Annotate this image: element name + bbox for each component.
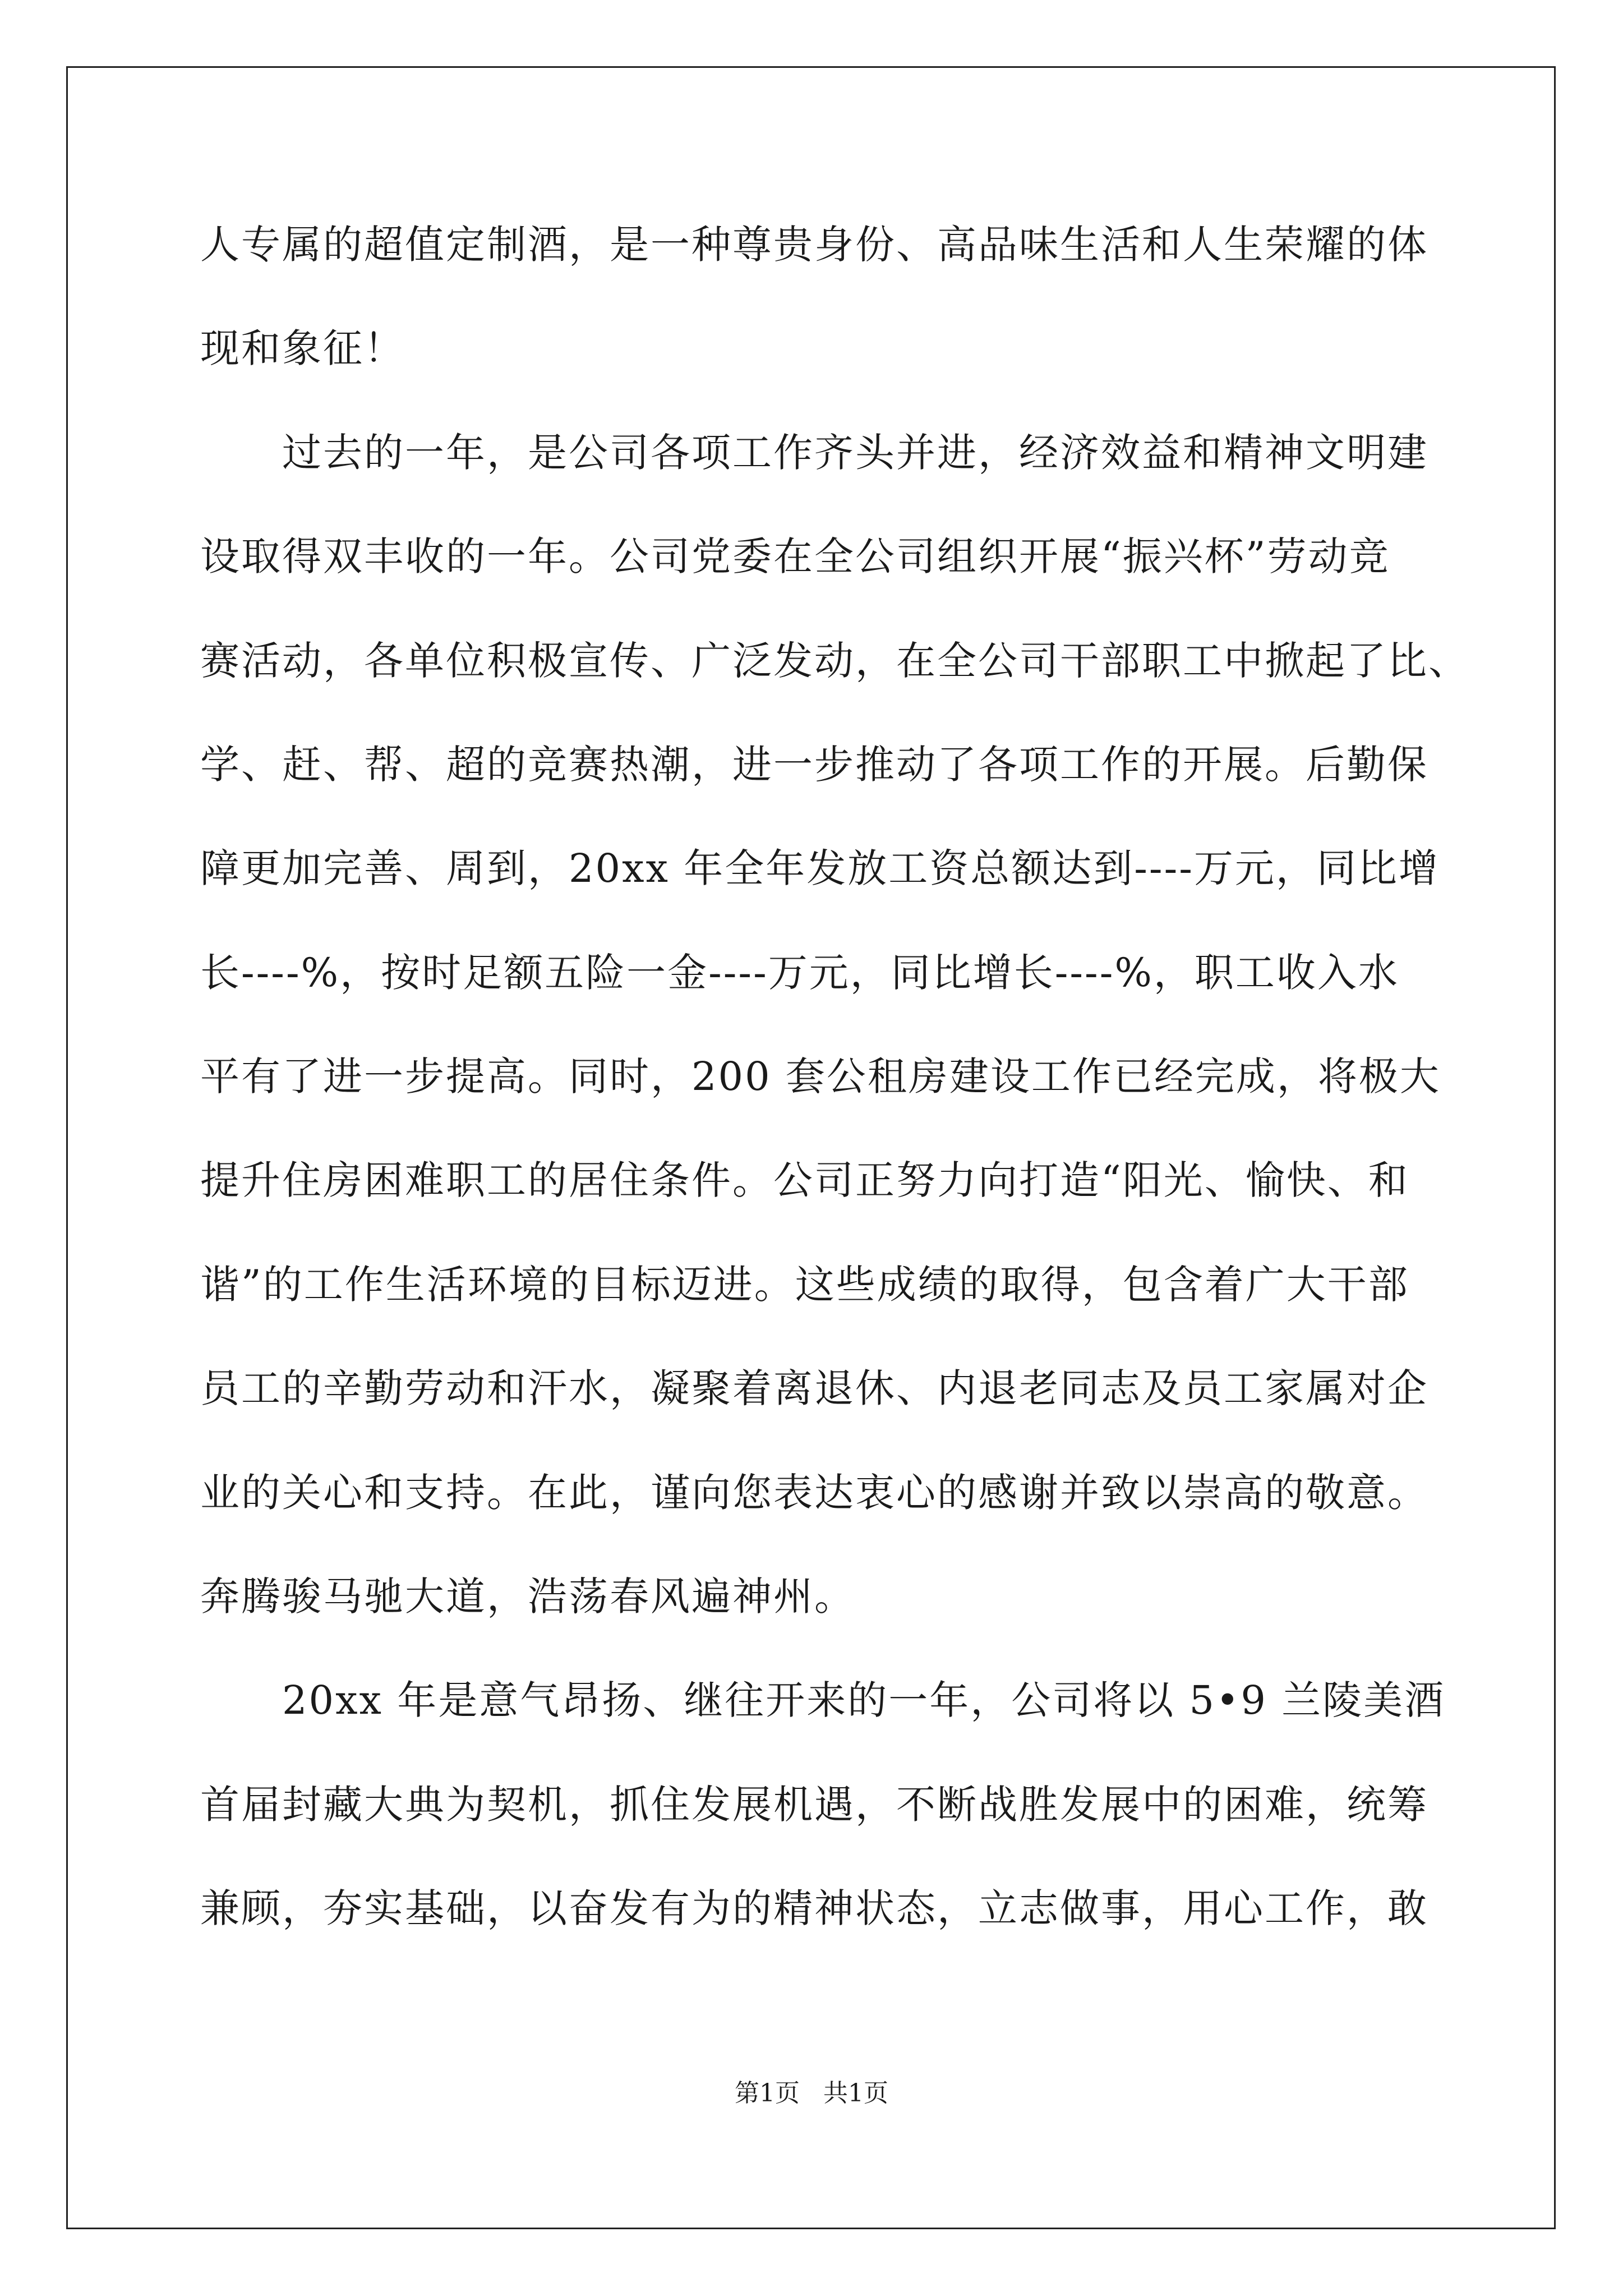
text-line: 过去的一年，是公司各项工作齐头并进，经济效益和精神文明建 bbox=[282, 430, 1428, 476]
text-line: 首届封藏大典为契机，抓住发展机遇，不断战胜发展中的困难，统筹 bbox=[200, 1782, 1428, 1828]
text-line: 兼顾，夯实基础，以奋发有为的精神状态，立志做事，用心工作，敢 bbox=[200, 1885, 1428, 1931]
text-line: 设取得双丰收的一年。公司党委在全公司组织开展“振兴杯”劳动竞 bbox=[200, 533, 1390, 579]
text-line: 提升住房困难职工的居住条件。公司正努力向打造“阳光、愉快、和 bbox=[200, 1157, 1409, 1203]
text-line: 障更加完善、周到，20xx 年全年发放工资总额达到----万元，同比增 bbox=[200, 845, 1440, 891]
page-footer: 第1页 共1页 bbox=[735, 2079, 888, 2108]
text-line: 人专属的超值定制酒，是一种尊贵身份、高品味生活和人生荣耀的体 bbox=[200, 222, 1428, 268]
text-line: 平有了进一步提高。同时，200 套公租房建设工作已经完成，将极大 bbox=[200, 1053, 1441, 1099]
text-line: 谐”的工作生活环境的目标迈进。这些成绩的取得，包含着广大干部 bbox=[200, 1262, 1409, 1308]
text-line: 长----%，按时足额五险一金----万元，同比增长----%，职工收入水 bbox=[200, 950, 1399, 996]
text-line: 员工的辛勤劳动和汗水，凝聚着离退休、内退老同志及员工家属对企 bbox=[200, 1365, 1428, 1411]
text-line: 学、赶、帮、超的竞赛热潮，进一步推动了各项工作的开展。后勤保 bbox=[200, 742, 1428, 788]
text-line: 奔腾骏马驰大道，浩荡春风遍神州。 bbox=[200, 1573, 855, 1619]
text-line: 现和象征！ bbox=[200, 325, 405, 371]
text-line: 业的关心和支持。在此，谨向您表达衷心的感谢并致以崇高的敬意。 bbox=[200, 1470, 1428, 1516]
text-line: 赛活动，各单位积极宣传、广泛发动，在全公司干部职工中掀起了比、 bbox=[200, 638, 1469, 684]
text-line: 20xx 年是意气昂扬、继往开来的一年，公司将以 5•9 兰陵美酒 bbox=[282, 1677, 1446, 1723]
